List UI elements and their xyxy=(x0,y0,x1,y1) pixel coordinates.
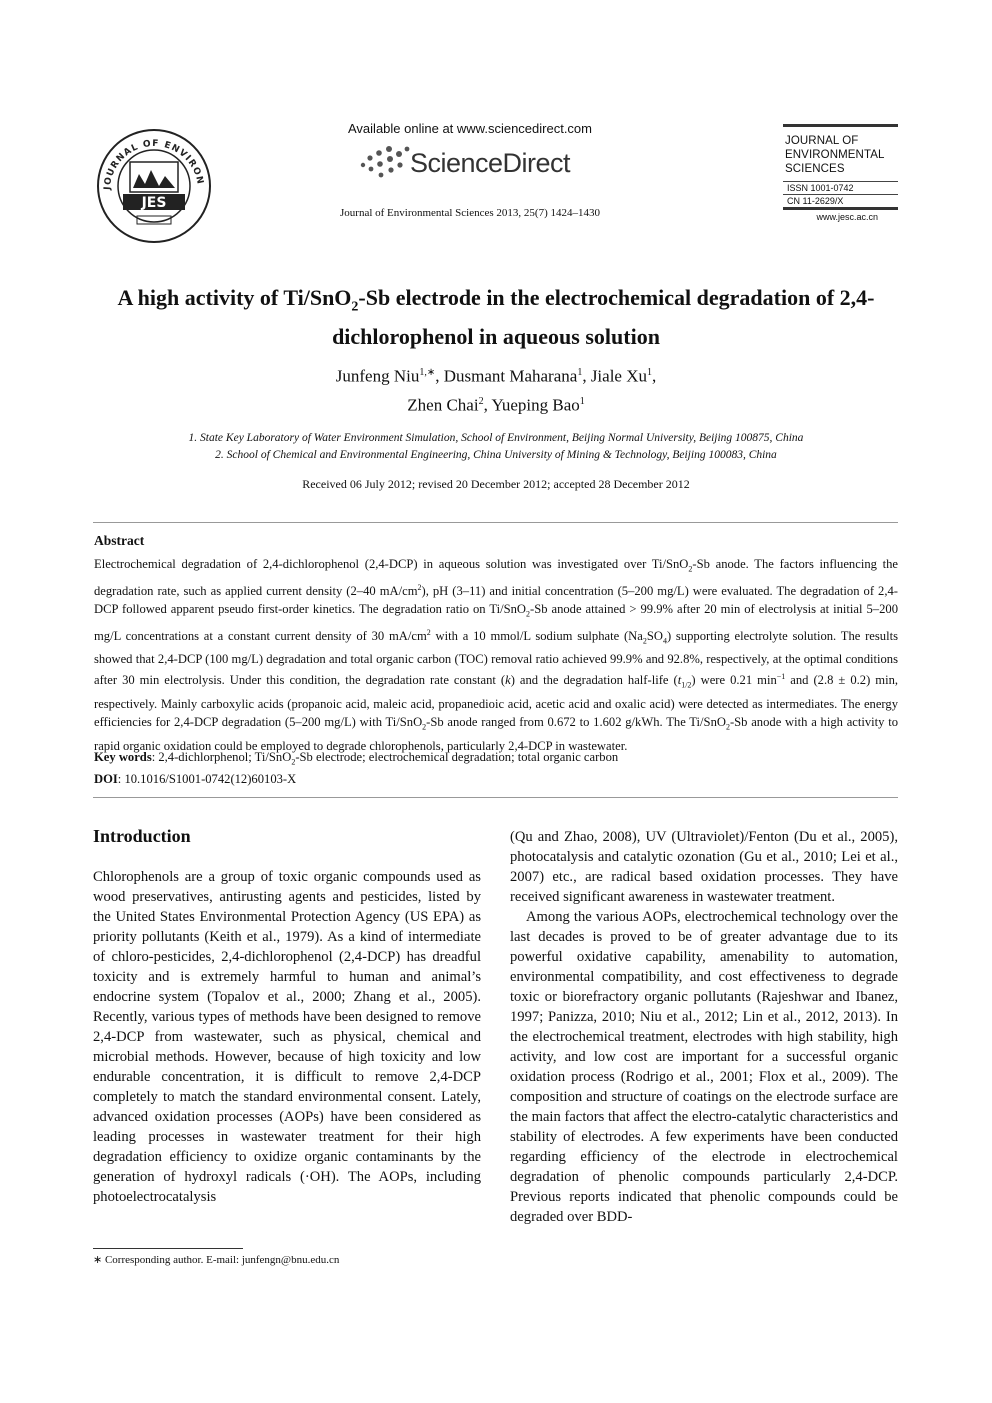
intro-paragraph: Among the various AOPs, electrochemical technology over the last decades is proved to be of greater advantage due to its powerful oxidative capability, amenability to automation, environmental compatibility, and cost effectiveness to degrade toxic or biorefractory organic pollutants (Rajeshwar and Ibanez, 1997; Panizza, 2010; Niu et al., 2012; Lin et al., 2012, 2013). In the electrochemical treatment, electrodes with high stability, high activity, and low cost are important for a successful organic oxidation process (Rodrigo et al., 2001; Flox et al., 2009). The composition and structure of coatings on the electrode surface are the main factors that affect the electro-catalytic characteristics and stability of electrodes. A few experiments have been conducted regarding efficiency of the electrode in electrochemical degradation of phenolic compounds particularly 2,4-DCP. Previous reports indicated that phenolic compounds could be degraded over BDD- xyxy=(510,909,898,1225)
author-name: Jiale Xu xyxy=(590,366,647,386)
journal-cn: CN 11-2629/X xyxy=(787,196,844,206)
keywords-label: Key words xyxy=(94,750,152,764)
journal-box-bottom-rule xyxy=(783,207,898,210)
journal-box-title xyxy=(785,134,898,176)
journal-website: www.jesc.ac.cn xyxy=(816,212,878,222)
journal-info-box xyxy=(783,124,898,223)
footnote-rule xyxy=(93,1248,243,1249)
author-name: Junfeng Niu xyxy=(335,366,420,386)
divider xyxy=(93,522,898,523)
affiliation: 1. State Key Laboratory of Water Environment Simulation, School of Environment, Beijing Normal University, Beijing 100875, China xyxy=(188,432,804,444)
journal-box-top-rule xyxy=(783,124,898,127)
abstract-heading: Abstract xyxy=(94,533,145,548)
intro-paragraph: (Qu and Zhao, 2008), UV (Ultraviolet)/Fenton (Du et al., 2005), photocatalysis and catalytic ozonation (Gu et al., 2010; Lei et al., 2007) etc., are radical based oxidation processes. They have received significant awareness in wastewater treatment. xyxy=(510,829,898,905)
sciencedirect-wordmark: ScienceDirect xyxy=(410,148,571,178)
doi xyxy=(94,772,898,787)
logo-ring-text: JOURNAL OF ENVIRON xyxy=(102,138,205,191)
abstract-text: Electrochemical degradation of 2,4-dichlorophenol (2,4-DCP) in aqueous solution was investigated over Ti/SnO$_2$-Sb anode. The factors influencing the degradation rate, such as applied current density (2–40 $mA/cm^2$), pH (3–11) and initial concentration (5–200 mg/L) were evaluated. The degradation of 2,4-DCP followed apparent pseudo first-order kinetics. The degradation ratio on Ti/SnO$_2$-Sb anode attained > 99.9% after 20 min of electrolysis at initial 5–200 mg/L concentrations at a constant current density of 30 $mA/cm^2$ with a 10 mmol/L sodium sulphate $(Na_2SO_4)$ supporting electrolyte solution. The results showed that 2,4-DCP (100 mg/L) degradation and total organic carbon (TOC) removal ratio achieved 99.9% and 92.8%, respectively, at the optimal conditions after 30 min electrolysis. Under this condition, the degradation rate constant (k) and the degradation half-life $(t_{1/2})$ were 0.21 $\min^{-1}$ and (2.8 ± 0.2) min, respectively. Mainly carboxylic acids (propanoic acid, maleic acid, propanedioic acid, acetic acid and oxalic acid) were detected as intermediates. The energy efficiencies for 2,4-DCP degradation (5–200 mg/L) with Ti/SnO$_2$-Sb anode ranged from 0.672 to 1.602 g/kWh. The Ti/SnO$_2$-Sb anode with a high activity to rapid organic oxidation could be employed to degrade chlorophenols, particularly 2,4-DCP in wastewater. xyxy=(94,557,899,753)
introduction-heading: Introduction xyxy=(93,826,191,846)
journal-box-line1: JOURNAL OF xyxy=(785,135,859,147)
author-name: Yueping Bao xyxy=(491,395,580,415)
sciencedirect-dots-icon xyxy=(355,143,415,183)
author-name: Dusmant Maharana xyxy=(443,366,578,386)
divider xyxy=(93,797,898,798)
affiliations xyxy=(95,430,897,464)
logo-jes-text: JES xyxy=(141,195,167,211)
available-online-text: Available online at www.sciencedirect.com xyxy=(348,121,592,136)
journal-box-line3: SCIENCES xyxy=(785,163,845,175)
intro-column-right xyxy=(510,827,898,1227)
journal-box-line2: ENVIRONMENTAL xyxy=(785,149,885,161)
journal-citation: Journal of Environmental Sciences 2013, 25(7) 1424–1430 xyxy=(340,207,600,219)
author-name: Zhen Chai xyxy=(407,395,479,415)
article-title: A high activity of Ti/SnO$_2$-Sb electrode in the electrochemical degradation of 2,4-dichlorophenol in aqueous solution xyxy=(117,285,875,350)
journal-logo xyxy=(93,128,215,244)
journal-issn: ISSN 1001-0742 xyxy=(787,183,854,193)
received-dates: Received 06 July 2012; revised 20 December 2012; accepted 28 December 2012 xyxy=(302,477,690,491)
author-list: Junfeng Niu$^{1,∗}$, Dusmant Maharana$^1$, Jiale Xu$^1$, Zhen Chai$^2$, Yueping Bao$^1$ xyxy=(335,366,657,415)
corresponding-author-footnote: ∗ Corresponding author. E-mail: junfengn@bnu.edu.cn xyxy=(93,1254,340,1266)
keywords: Key words: 2,4-dichlorphenol; Ti/SnO$_2$-Sb electrode; electrochemical degradation; total organic carbon xyxy=(94,750,619,767)
intro-paragraph: Chlorophenols are a group of toxic organic compounds used as wood preservatives, antirusting agents and pesticides, listed by the United States Environmental Protection Agency (US EPA) as priority pollutants (Keith et al., 1979). As a kind of intermediate of chloro-pesticides, 2,4-dichlorophenol (2,4-DCP) has dreadful toxicity and is extremely harmful to human and animal’s endocrine system (Topalov et al., 2000; Zhang et al., 2005). Recently, various types of methods have been designed to remove 2,4-DCP from wastewater, such as physical, chemical and microbial methods. However, because of high toxicity and low endurable concentration, it is difficult to remove 2,4-DCP completely to match the standard environmental consent. Lately, advanced oxidation processes (AOPs) have been considered as leading processes in wastewater treatment for their high degradation efficiency to oxidize organic contaminants by the generation of hydroxyl radicals (·OH). The AOPs, including photoelectrocatalysis xyxy=(93,869,481,1205)
doi-value: : 10.1016/S1001-0742(12)60103-X xyxy=(117,772,297,786)
intro-column-left xyxy=(93,867,481,1207)
doi-label: DOI xyxy=(94,772,118,786)
affiliation: 2. School of Chemical and Environmental Engineering, China University of Mining & Technology, Beijing 100083, China xyxy=(215,449,777,461)
